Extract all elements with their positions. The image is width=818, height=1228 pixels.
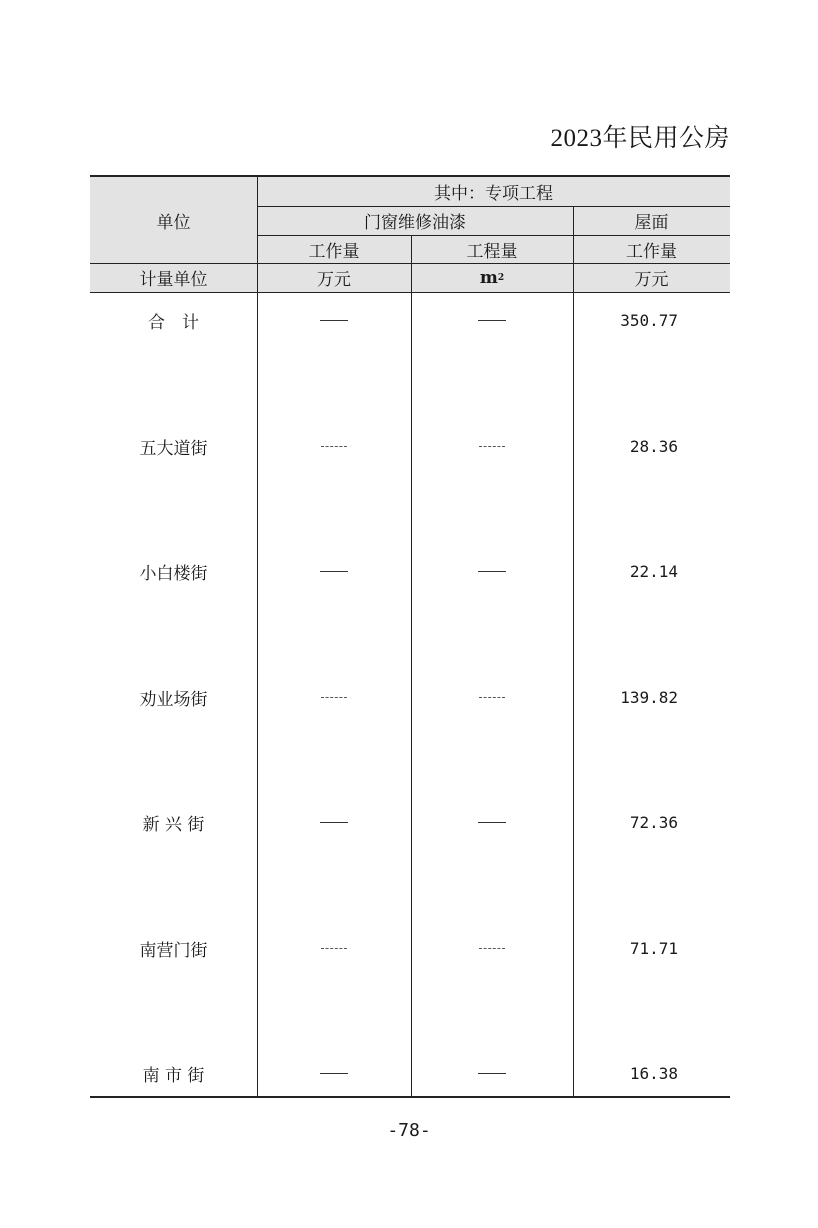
- unit-square-meter: m: [479, 267, 498, 288]
- dash-mark: [478, 822, 506, 823]
- cell-roof-workload: 22.14: [629, 561, 678, 581]
- cell-name: 新 兴 街: [142, 814, 205, 835]
- cell-name: 劝业场街: [139, 689, 208, 710]
- dash-mark: [479, 948, 505, 949]
- units-roof-workload: 万元: [634, 270, 669, 290]
- cell-roof-workload: 350.77: [620, 310, 678, 330]
- units-doors-workload: 万元: [317, 270, 351, 290]
- header-doors-windows: 门窗维修油漆: [364, 213, 466, 233]
- table-bottom-rule: [90, 1096, 730, 1098]
- header-group: 其中：专项工程: [434, 184, 553, 204]
- dash-mark: [321, 948, 347, 949]
- cell-roof-workload: 16.38: [629, 1063, 678, 1083]
- dash-mark: [320, 822, 348, 823]
- header-doors-workload: 工作量: [308, 241, 360, 262]
- cell-doors-engineering: [411, 802, 573, 842]
- cell-doors-engineering: [411, 1053, 573, 1093]
- cell-doors-workload: [257, 551, 411, 591]
- page-title: 2023年民用公房: [550, 125, 730, 152]
- cell-doors-engineering: [411, 551, 573, 591]
- dash-mark: [321, 446, 347, 447]
- cell-doors-workload: [257, 928, 411, 968]
- cell-doors-workload: [257, 677, 411, 717]
- page-number: -78-: [387, 1120, 431, 1141]
- cell-name: 合 计: [148, 312, 199, 333]
- header-rule-4: [90, 292, 730, 293]
- units-row-label: 计量单位: [139, 270, 208, 290]
- cell-roof-workload: 28.36: [629, 436, 678, 456]
- cell-doors-workload: [257, 426, 411, 466]
- cell-doors-engineering: [411, 928, 573, 968]
- cell-name: 南营门街: [139, 940, 208, 961]
- cell-doors-engineering: [411, 300, 573, 340]
- header-roof-workload: 工作量: [626, 241, 677, 262]
- cell-doors-workload: [257, 300, 411, 340]
- cell-doors-workload: [257, 802, 411, 842]
- header-doors-engineering: 工程量: [466, 241, 518, 262]
- units-doors-engineering: m 2: [479, 267, 505, 288]
- dash-mark: [479, 697, 505, 698]
- header-roof: 屋面: [634, 213, 669, 233]
- dash-mark: [478, 571, 506, 572]
- dash-mark: [478, 320, 506, 321]
- dash-mark: [321, 697, 347, 698]
- dash-mark: [320, 571, 348, 572]
- cell-roof-workload: 139.82: [620, 687, 678, 707]
- cell-doors-workload: [257, 1053, 411, 1093]
- cell-doors-engineering: [411, 677, 573, 717]
- cell-name: 小白楼街: [139, 563, 208, 584]
- dash-mark: [320, 1073, 348, 1074]
- data-table: [90, 175, 730, 1099]
- cell-doors-engineering: [411, 426, 573, 466]
- cell-name: 南 市 街: [142, 1065, 205, 1086]
- dash-mark: [478, 1073, 506, 1074]
- cell-roof-workload: 71.71: [629, 938, 678, 958]
- dash-mark: [320, 320, 348, 321]
- cell-roof-workload: 72.36: [629, 812, 678, 832]
- cell-name: 五大道街: [139, 438, 208, 459]
- header-unit: 单位: [156, 212, 191, 233]
- dash-mark: [479, 446, 505, 447]
